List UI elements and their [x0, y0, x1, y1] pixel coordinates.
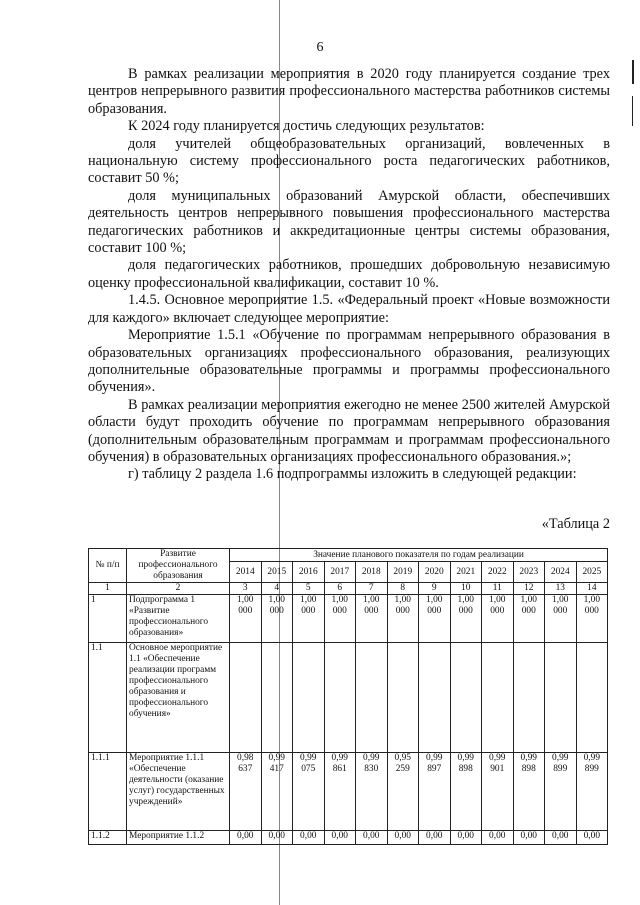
paragraph: г) таблицу 2 раздела 1.6 подпрограммы изложить в следующей редакции:: [128, 466, 577, 483]
column-number: 11: [482, 583, 514, 595]
value-cell: [356, 643, 388, 753]
row-number: 1.1.1: [89, 753, 127, 831]
value-cell: 0,99 417: [261, 753, 293, 831]
year-header: 2018: [356, 562, 388, 583]
value-cell: [513, 643, 545, 753]
value-cell: [230, 643, 262, 753]
value-cell: 0,00: [261, 831, 293, 845]
column-number: 2: [127, 583, 230, 595]
value-cell: 0,99 861: [324, 753, 356, 831]
header-group: Значение планового показателя по годам реализации: [230, 549, 608, 562]
column-number: 5: [293, 583, 325, 595]
value-cell: 1,00 000: [387, 595, 419, 643]
year-header: 2022: [482, 562, 514, 583]
column-number: 14: [576, 583, 608, 595]
table-row: [89, 753, 608, 831]
year-header: 2025: [576, 562, 608, 583]
scan-edge-mark-right: [632, 60, 634, 84]
value-cell: 0,99 897: [419, 753, 451, 831]
value-cell: 0,00: [293, 831, 325, 845]
value-cell: 1,00 000: [293, 595, 325, 643]
year-header: 2014: [230, 562, 262, 583]
year-header: 2020: [419, 562, 451, 583]
year-header: 2023: [513, 562, 545, 583]
value-cell: 1,00 000: [482, 595, 514, 643]
paragraph: 1.4.5. Основное мероприятие 1.5. «Федеральный проект «Новые возможности для каждого» включает следующее мероприятие:: [88, 292, 610, 326]
column-number: 12: [513, 583, 545, 595]
value-cell: 1,00 000: [513, 595, 545, 643]
row-title: Мероприятие 1.1.1 «Обеспечение деятельности (оказание услуг) государственных учреждений»: [127, 753, 230, 831]
value-cell: [576, 643, 608, 753]
value-cell: [545, 643, 577, 753]
table-caption: «Таблица 2: [541, 516, 610, 532]
value-cell: [419, 643, 451, 753]
paragraph: К 2024 году планируется достичь следующих результатов:: [128, 118, 485, 135]
year-header: 2024: [545, 562, 577, 583]
value-cell: 0,99 901: [482, 753, 514, 831]
column-number: 10: [450, 583, 482, 595]
value-cell: 1,00 000: [576, 595, 608, 643]
year-header: 2019: [387, 562, 419, 583]
column-number: 7: [356, 583, 388, 595]
value-cell: 0,00: [545, 831, 577, 845]
value-cell: 0,00: [356, 831, 388, 845]
year-header: 2021: [450, 562, 482, 583]
body-text: [88, 66, 610, 484]
value-cell: 0,00: [450, 831, 482, 845]
value-cell: 1,00 000: [419, 595, 451, 643]
value-cell: 1,00 000: [450, 595, 482, 643]
value-cell: [261, 643, 293, 753]
row-number: 1: [89, 595, 127, 643]
paragraph: доля педагогических работников, прошедших добровольную независимую оценку профессиональной квалификации, составит 10 %.: [88, 257, 610, 291]
value-cell: [450, 643, 482, 753]
row-number: 1.1.2: [89, 831, 127, 845]
column-number-row: [89, 583, 608, 595]
value-cell: 0,00: [482, 831, 514, 845]
row-title: Основное мероприятие 1.1 «Обеспечение реализации программ профессионального образования и профессионального обучения»: [127, 643, 230, 753]
value-cell: [324, 643, 356, 753]
paragraph: доля муниципальных образований Амурской области, обеспечивших деятельность центров непрерывного повышения профессионального мастерства педагогических работников и аккредитационные центры системы образования, составит 100 %;: [88, 187, 610, 257]
value-cell: 0,98 637: [230, 753, 262, 831]
column-number: 9: [419, 583, 451, 595]
page-number: 6: [316, 40, 324, 55]
paragraph: доля учителей общеобразовательных организаций, вовлеченных в национальную систему профессионального роста педагогических работников, составит 50 %;: [88, 135, 610, 187]
value-cell: 0,00: [513, 831, 545, 845]
value-cell: 0,00: [576, 831, 608, 845]
year-header: 2016: [293, 562, 325, 583]
paragraph: Мероприятие 1.5.1 «Обучение по программам непрерывного образования в образовательных организациях профессионального образования, реализующих дополнительные образовательные программы и программы профессионального обучения».: [88, 327, 610, 396]
table-row: [89, 831, 608, 845]
header-num: № п/п: [89, 549, 127, 583]
value-cell: 0,99 899: [576, 753, 608, 831]
table-row: [89, 643, 608, 753]
value-cell: 0,00: [230, 831, 262, 845]
row-number: 1.1: [89, 643, 127, 753]
row-title: Подпрограмма 1 «Развитие профессионального образования»: [127, 595, 230, 643]
value-cell: 1,00 000: [230, 595, 262, 643]
paragraph: В рамках реализации мероприятия ежегодно не менее 2500 жителей Амурской области будут проходить обучение по программам непрерывного образования (дополнительным образовательным программам и программам профессионального обучения) в образовательных организациях профессионального образования.»;: [88, 396, 610, 465]
column-number: 8: [387, 583, 419, 595]
row-title: Мероприятие 1.1.2: [127, 831, 230, 845]
value-cell: 1,00 000: [324, 595, 356, 643]
scan-edge-mark-right-lower: [632, 96, 633, 126]
value-cell: 0,00: [387, 831, 419, 845]
value-cell: 1,00 000: [261, 595, 293, 643]
value-cell: 0,95 259: [387, 753, 419, 831]
value-cell: [293, 643, 325, 753]
column-number: 1: [89, 583, 127, 595]
value-cell: 0,99 899: [545, 753, 577, 831]
paragraph: В рамках реализации мероприятия в 2020 году планируется создание трех центров непрерывного развития профессионального мастерства работников системы образования.: [88, 66, 610, 117]
value-cell: [482, 643, 514, 753]
table-row: [89, 595, 608, 643]
value-cell: 1,00 000: [545, 595, 577, 643]
header-name: Развитие профессионального образования: [127, 549, 230, 583]
column-number: 13: [545, 583, 577, 595]
value-cell: 0,99 830: [356, 753, 388, 831]
column-number: 6: [324, 583, 356, 595]
value-cell: 0,99 898: [450, 753, 482, 831]
value-cell: 0,00: [419, 831, 451, 845]
column-number: 3: [230, 583, 262, 595]
table-header-row: [89, 549, 608, 562]
indicator-table: [88, 548, 608, 845]
value-cell: 1,00 000: [356, 595, 388, 643]
value-cell: 0,99 075: [293, 753, 325, 831]
value-cell: 0,99 898: [513, 753, 545, 831]
value-cell: [387, 643, 419, 753]
year-header: 2015: [261, 562, 293, 583]
column-number: 4: [261, 583, 293, 595]
value-cell: 0,00: [324, 831, 356, 845]
year-header: 2017: [324, 562, 356, 583]
